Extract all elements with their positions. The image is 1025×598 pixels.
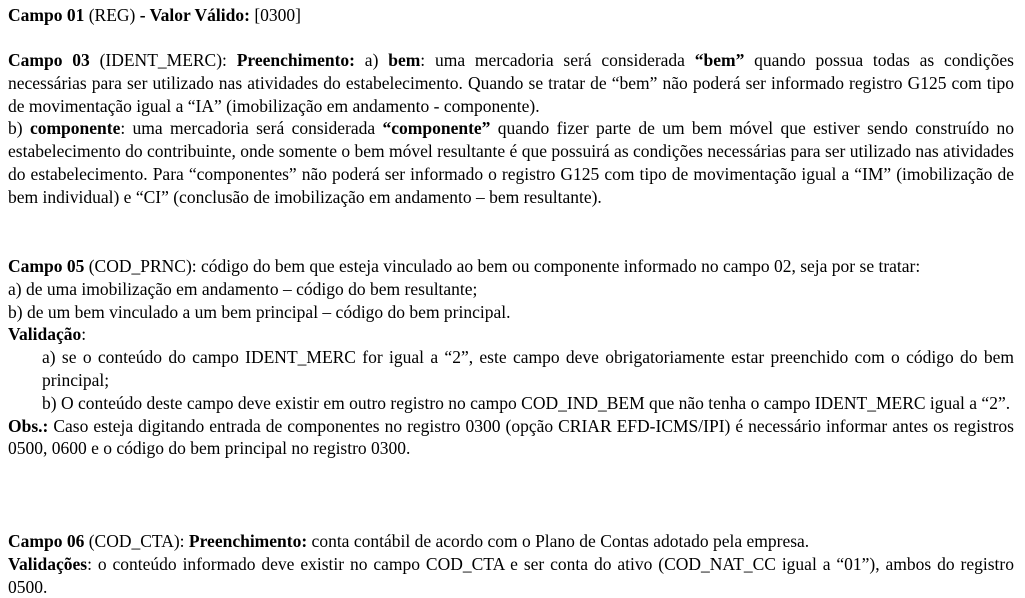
campo06-preenchimento-text: conta contábil de acordo com o Plano de Contas adotado pela empresa. (307, 531, 810, 551)
campo06-validacoes-label: Validações (8, 553, 88, 574)
campo03-section (8, 49, 1014, 209)
campo05-obs-text: Caso esteja digitando entrada de componentes no registro 0300 (opção CRIAR EFD-ICMS/IPI) é necessário informar antes os registros 0500, 0600 e o código do bem principal no registro 0300. (8, 415, 1014, 459)
campo03-b-text: quando fizer parte de um bem móvel que estiver sendo construído no estabelecimento do contribuinte, onde somente o bem móvel resultante é que possuirá as condições necessárias para ser utilizado nas atividades do estabelecimento. Para “componentes” não poderá ser informado o registro G125 com tipo de movimentação igual a “IM” (imobilização de bem individual) e “CI” (conclusão de imobilização em andamento – bem resultante). (8, 118, 1015, 207)
campo03-b-mid: : uma mercadoria será considerada (120, 118, 383, 139)
campo06-section (8, 530, 1014, 598)
campo03-label: Campo 03 (8, 50, 90, 70)
campo03-a-term-quoted: “bem” (694, 50, 745, 70)
campo01-label: Campo 01 (8, 5, 85, 25)
campo01-valor-valido-label: - Valor Válido: (139, 5, 250, 25)
campo05-validacao-b: b) O conteúdo deste campo deve existir em outro registro no campo COD_IND_BEM que não tenha o campo IDENT_MERC igual a “2”. (42, 392, 1011, 413)
campo06-code: (COD_CTA): (84, 531, 189, 551)
campo05-section (8, 255, 1014, 460)
campo01-code: (REG) (84, 5, 140, 25)
campo03-code: (IDENT_MERC): (89, 50, 237, 70)
campo05-label: Campo 05 (8, 256, 85, 276)
campo01-valor-valido-value: [0300] (249, 5, 301, 25)
campo03-a-mid: : uma mercadoria será considerada (420, 50, 695, 70)
campo06-preenchimento (8, 530, 1014, 553)
campo05-validacao-colon: : (81, 324, 87, 345)
campo03-b-term-quoted: “componente” (382, 118, 491, 139)
campo06-validacoes-text: : o conteúdo informado deve existir no campo COD_CTA e ser conta do ativo (COD_NAT_CC igual a “01”), ambos do registro 0500. (8, 553, 1014, 597)
campo03-a-text: quando possua todas as condições necessárias para ser utilizado nas atividades do estabelecimento. Quando se tratar de “bem” não poderá ser informado registro G125 com tipo de movimentação igual a “IA” (imobilização em andamento - componente). (8, 50, 1014, 116)
campo01-paragraph (8, 4, 1014, 27)
campo05-validacao-label: Validação (8, 324, 82, 345)
campo03-a-term: bem (388, 50, 421, 70)
campo05-paragraph (8, 255, 1014, 278)
campo06-label: Campo 06 (8, 531, 85, 551)
campo05-item-a: a) de uma imobilização em andamento – código do bem resultante; (8, 278, 478, 299)
campo03-b-term: componente (29, 118, 121, 139)
campo01-section (8, 4, 1014, 27)
campo03-b-prefix: b) (8, 118, 30, 139)
campo05-validacao-heading (8, 323, 1014, 346)
campo03-preenchimento-label: Preenchimento: (236, 50, 355, 70)
campo03-paragraph-b (8, 117, 1014, 208)
campo06-validacoes (8, 553, 1014, 598)
campo05-item-b: b) de um bem vinculado a um bem principal – código do bem principal. (8, 301, 511, 322)
campo05-validacao-a: a) se o conteúdo do campo IDENT_MERC for igual a “2”, este campo deve obrigatoriamente estar preenchido com o código do bem principal; (42, 347, 1014, 390)
campo03-a-prefix: a) (355, 50, 389, 70)
campo06-preenchimento-label: Preenchimento: (188, 531, 308, 551)
campo03-paragraph-a (8, 49, 1014, 117)
campo05-obs-label: Obs.: (8, 415, 49, 436)
campo05-text: (COD_PRNC): código do bem que esteja vinculado ao bem ou componente informado no campo 02, seja por se tratar: (84, 256, 921, 276)
campo05-obs (8, 415, 1014, 461)
